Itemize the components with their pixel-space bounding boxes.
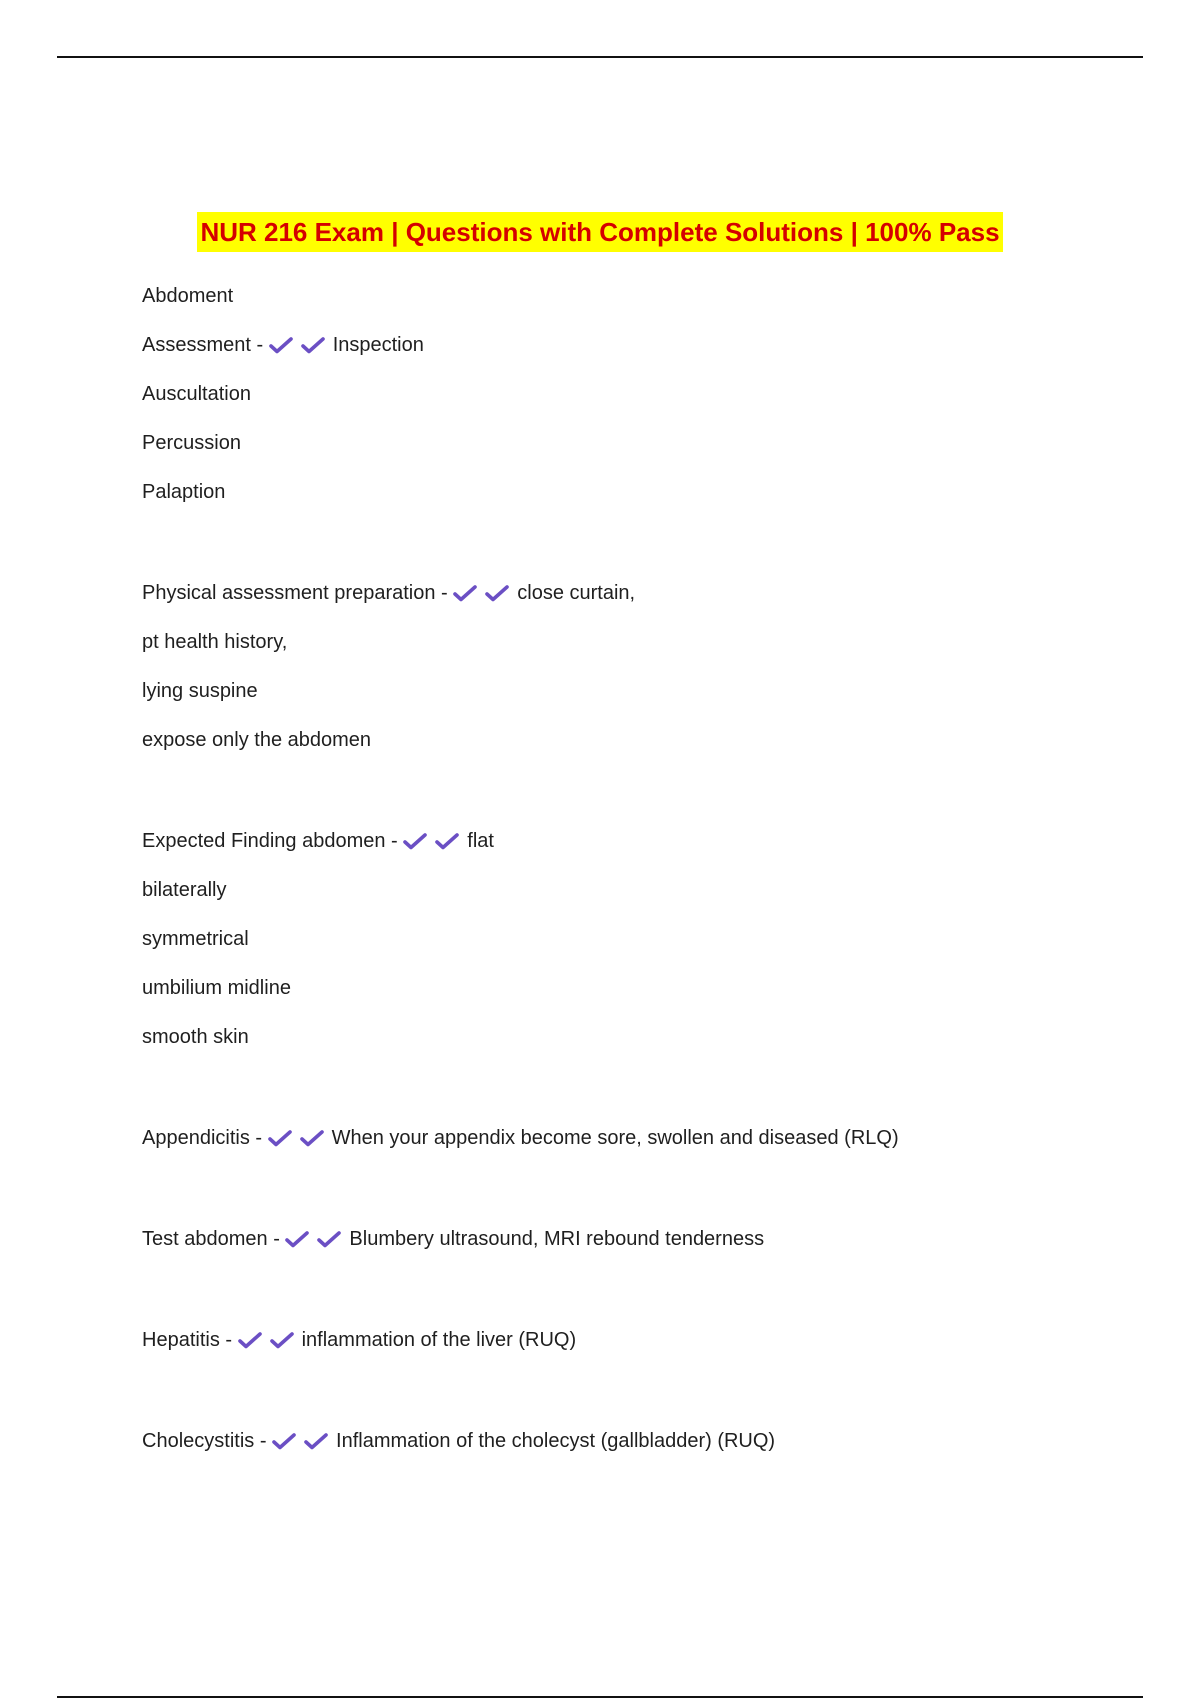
qa-answer-line: lying suspine	[142, 680, 258, 702]
qa-term: Appendicitis -	[142, 1127, 268, 1149]
qa-answer-line: expose only the abdomen	[142, 729, 372, 751]
check-icon	[272, 1432, 296, 1450]
qa-answer-line: bilaterally	[142, 879, 227, 901]
qa-term-line	[142, 321, 1142, 370]
check-icon	[435, 832, 459, 850]
check-icon	[317, 1230, 341, 1248]
check-icon	[403, 832, 427, 850]
qa-term-line	[142, 817, 1142, 866]
spacer	[142, 765, 1142, 817]
check-icon	[268, 1129, 292, 1147]
spacer	[142, 1062, 1142, 1114]
check-icon	[285, 1230, 309, 1248]
spacer	[142, 1163, 1142, 1215]
qa-term: Hepatitis -	[142, 1329, 238, 1351]
document-body	[142, 272, 1142, 1466]
check-icon	[270, 1331, 294, 1349]
check-icon	[238, 1331, 262, 1349]
qa-answer: Blumbery ultrasound, MRI rebound tenderness	[349, 1228, 765, 1250]
qa-term: Cholecystitis -	[142, 1430, 273, 1452]
qa-answer-line: Auscultation	[142, 383, 251, 405]
document-title: NUR 216 Exam | Questions with Complete Solutions | 100% Pass	[197, 212, 1002, 252]
check-icon	[300, 1129, 324, 1147]
qa-answer-line: symmetrical	[142, 928, 249, 950]
spacer	[142, 517, 1142, 569]
qa-answer: close curtain,	[517, 582, 636, 604]
spacer	[142, 1365, 1142, 1417]
qa-term-line	[142, 1215, 1142, 1264]
top-rule	[57, 56, 1143, 58]
qa-term-line	[142, 1417, 1142, 1466]
qa-answer: inflammation of the liver (RUQ)	[301, 1329, 577, 1351]
qa-term: Test abdomen -	[142, 1228, 286, 1250]
qa-answer-line: Percussion	[142, 432, 241, 454]
check-icon	[304, 1432, 328, 1450]
qa-term: Assessment -	[142, 334, 269, 356]
qa-answer: When your appendix become sore, swollen and diseased (RLQ)	[331, 1127, 899, 1149]
qa-answer-line: Palaption	[142, 481, 226, 503]
check-icon	[453, 584, 477, 602]
qa-answer: Inflammation of the cholecyst (gallbladder) (RUQ)	[336, 1430, 776, 1452]
qa-term: Expected Finding abdomen -	[142, 830, 404, 852]
intro-line: Abdoment	[142, 285, 234, 307]
check-icon	[269, 336, 293, 354]
check-icon	[485, 584, 509, 602]
qa-answer-line: umbilium midline	[142, 977, 291, 999]
check-icon	[301, 336, 325, 354]
title-wrap	[0, 212, 1200, 252]
qa-term-line	[142, 1316, 1142, 1365]
bottom-rule	[57, 1696, 1143, 1698]
qa-term-line	[142, 1114, 1142, 1163]
qa-term: Physical assessment preparation -	[142, 582, 454, 604]
qa-answer: Inspection	[332, 334, 424, 356]
qa-term-line	[142, 569, 1142, 618]
qa-answer: flat	[467, 830, 494, 852]
qa-answer-line: smooth skin	[142, 1026, 249, 1048]
qa-answer-line: pt health history,	[142, 631, 288, 653]
spacer	[142, 1264, 1142, 1316]
